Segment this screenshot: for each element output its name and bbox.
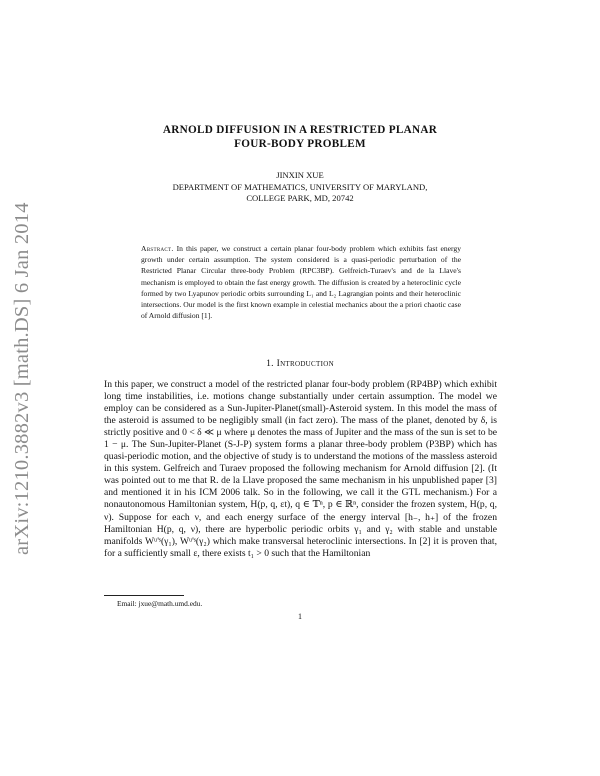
footnote-rule <box>104 595 184 596</box>
author-block <box>100 170 500 205</box>
affiliation-line-1: DEPARTMENT OF MATHEMATICS, UNIVERSITY OF MARYLAND, <box>172 181 428 192</box>
title-line-1: ARNOLD DIFFUSION IN A RESTRICTED PLANAR <box>162 124 438 136</box>
abstract <box>141 243 461 321</box>
paper-title <box>100 123 500 151</box>
intro-paragraph: In this paper, we construct a model of the restricted planar four-body problem (RP4BP) which exhibit long time instabilities, i.e. motions change substantially under certain assumption. The model we employ can be considered as a Sun-Jupiter-Planet(small)-Asteroid system. In this model the mass of the asteroid is assumed to be negligibly small (in fact zero). The mass of the planet, denoted by δ, is strictly positive and 0 < δ ≪ μ where μ denotes the mass of Jupiter and the mass of the sun is set to be 1 − μ. The Sun-Jupiter-Planet (S-J-P) system forms a planar three-body problem (P3BP) which has quasi-periodic motion, and the objective of study is to understand the motions of the massless asteroid in this system. Gelfreich and Turaev proposed the following mechanism for Arnold diffusion [2]. (It was pointed out to me that R. de la Llave proposed the same mechanism in his unpublished paper [3] and mentioned it in his ICM 2006 talk. So in the following, we call it the GTL mechanism.) For a nonautonomous Hamiltonian system, H(p, q, εt), q ∈ 𝕋ⁿ, p ∈ ℝⁿ, consider the frozen system, H(p, q, ν). Suppose for each ν, and each energy surface of the energy interval [h₋, h₊] of the frozen Hamiltonian H(p, q, ν), there are hyperbolic periodic orbits γ₁ and γ₂ with stable and unstable manifolds Wᵘ'ˢ(γ₁), Wᵘ'ˢ(γ₂) which make transversal heteroclinic intersections. In [2] it is proven that, for a sufficiently small ε, there exists t₁ > 0 such that the Hamiltonian <box>104 379 497 559</box>
arxiv-stamp: arXiv:1210.3882v3 [math.DS] 6 Jan 2014 <box>11 202 33 555</box>
abstract-text: In this paper, we construct a certain planar four-body problem which exhibits fast energy growth under certain assumption. The system considered is a quasi-periodic perturbation of the Restricted Planar Circular three-body Problem (RPC3BP). Gelfreich-Turaev's and de la Llave's mechanism is employed to obtain the fast energy growth. The diffusion is created by a heteroclinic cycle formed by two Lyapunov periodic orbits surrounding L₁ and L₂ Lagrangian points and their heteroclinic intersections. Our model is the first known example in celestial mechanics about the a priori chaotic case of Arnold diffusion [1]. <box>141 244 461 321</box>
body-text <box>104 379 497 560</box>
title-line-2: FOUR-BODY PROBLEM <box>234 138 366 150</box>
abstract-label: Abstract. <box>141 244 174 253</box>
section-heading: 1. Introduction <box>266 358 334 369</box>
author-name: JINXIN XUE <box>276 170 324 180</box>
page-number: 1 <box>298 612 302 621</box>
footnote: Email: jxue@math.umd.edu. <box>117 599 203 608</box>
affiliation-line-2: COLLEGE PARK, MD, 20742 <box>246 193 354 203</box>
